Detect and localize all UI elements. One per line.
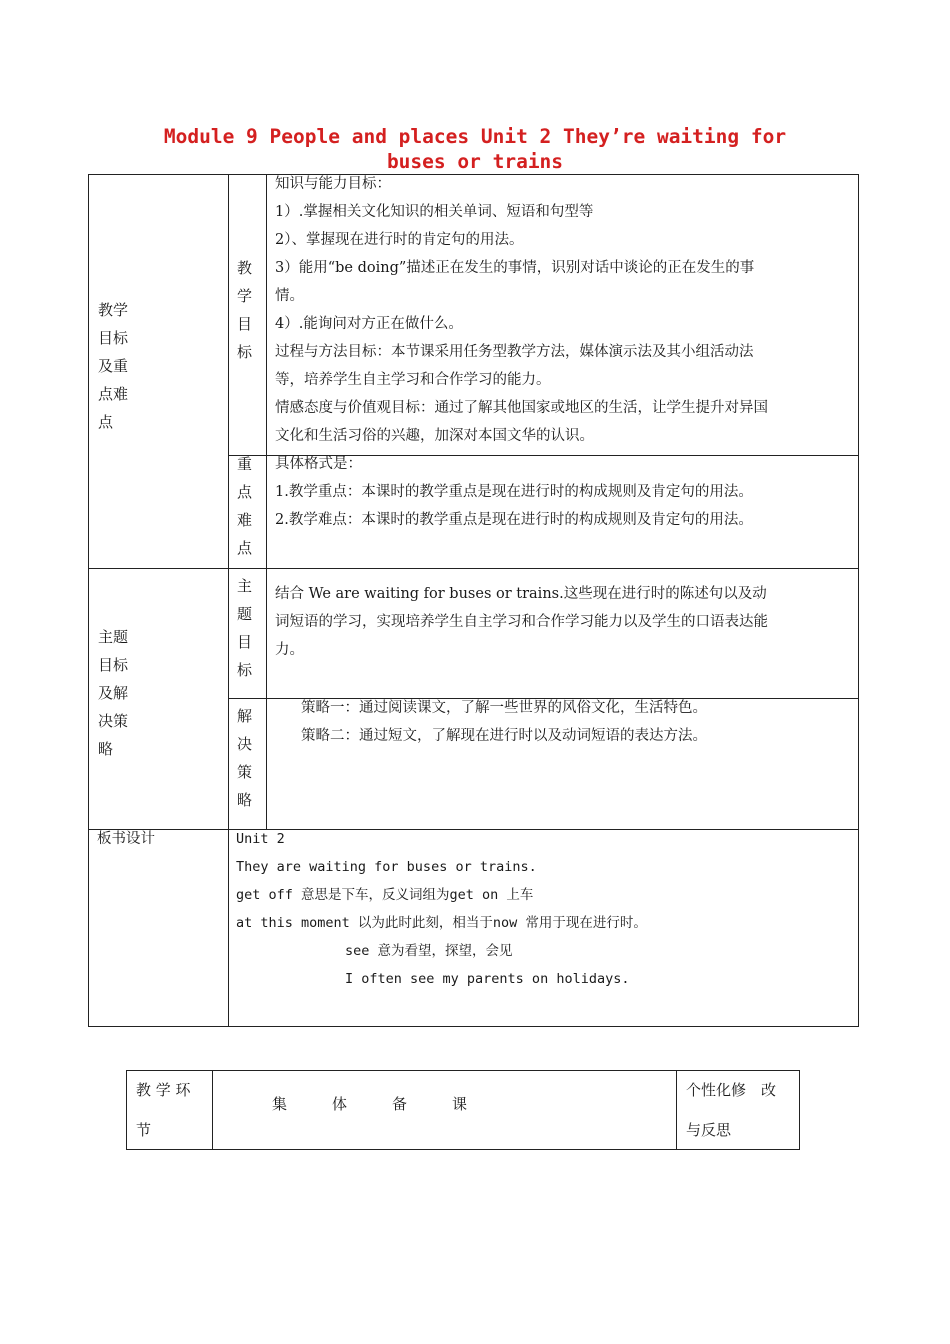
header-text: 与反思 (686, 1121, 732, 1139)
key-points-content (275, 450, 857, 534)
document-title (90, 124, 860, 174)
section-goals-label (98, 296, 128, 436)
strategy-line: 策略二：通过短文，了解现在进行时以及动词短语的表达方法。 (301, 728, 707, 744)
label-char: 点 (237, 483, 253, 501)
header-text: 节 (136, 1121, 152, 1139)
goal-line: 4）.能询问对方正在做什么。 (275, 316, 463, 332)
goal-line: 情。 (275, 288, 304, 304)
label-char: 目标 (98, 329, 129, 347)
label-char: 决 (237, 735, 253, 753)
goal-line: 2）、掌握现在进行时的肯定句的用法。 (275, 232, 524, 248)
board-line: get off 意思是下车，反义词组为get on 上车 (236, 887, 534, 903)
label-char: 学 (237, 287, 253, 305)
theme-line: 结合 We are waiting for buses or trains.这些现在进行时的陈述句以及动 (275, 586, 767, 602)
board-line: Unit 2 (236, 831, 285, 847)
keypoint-line: 1.教学重点：本课时的教学重点是现在进行时的构成规则及肯定句的用法。 (275, 484, 753, 500)
label-char: 策 (237, 763, 253, 781)
collective-prep-header (272, 1090, 467, 1118)
header-text: 教 学 环 (136, 1081, 191, 1099)
board-design-content (236, 825, 856, 993)
label-char: 主题 (98, 628, 129, 646)
header-text: 集 体 备 课 (272, 1095, 468, 1113)
label-char: 主 (237, 577, 253, 595)
board-design-label (97, 825, 155, 853)
label-char: 点 (98, 413, 114, 431)
theme-goals-label (237, 572, 252, 684)
personal-revision-header (686, 1070, 796, 1150)
label-char: 略 (98, 740, 114, 758)
header-text: 个性化修 改 (686, 1081, 777, 1099)
label-char: 标 (237, 343, 253, 361)
label-char: 重 (237, 455, 253, 473)
label-char: 教 (237, 259, 253, 277)
goal-line: 等，培养学生自主学习和合作学习的能力。 (275, 372, 551, 388)
label-char: 标 (237, 661, 253, 679)
teaching-goals-content (275, 170, 857, 450)
goal-line: 知识与能力目标： (275, 176, 391, 192)
goal-line: 情感态度与价值观目标：通过了解其他国家或地区的生活，让学生提升对异国 (275, 400, 768, 416)
title-line-1: Module 9 People and places Unit 2 They’re waiting for (163, 125, 787, 148)
title-line-2: buses or trains (386, 150, 564, 173)
label-char: 决策 (98, 712, 129, 730)
label-char: 略 (237, 791, 253, 809)
label-char: 及解 (98, 684, 129, 702)
label-char: 点难 (98, 385, 129, 403)
label-char: 难 (237, 511, 253, 529)
board-line: I often see my parents on holidays. (345, 971, 630, 987)
theme-line: 词短语的学习，实现培养学生自主学习和合作学习能力以及学生的口语表达能 (275, 614, 768, 630)
key-points-label (237, 450, 252, 562)
strategy-content (301, 694, 857, 750)
board-line: at this moment 以为此时此刻，相当于now 常用于现在进行时。 (236, 915, 647, 931)
label-char: 题 (237, 605, 253, 623)
label-char: 解 (237, 707, 253, 725)
label-char: 目标 (98, 656, 129, 674)
label-char: 目 (237, 315, 253, 333)
label-char: 教学 (98, 301, 129, 319)
theme-line: 力。 (275, 642, 304, 658)
board-line: see 意为看望，探望，会见 (345, 943, 513, 959)
goal-line: 3）能用“be doing”描述正在发生的事情，识别对话中谈论的正在发生的事 (275, 260, 755, 276)
goal-line: 文化和生活习俗的兴趣，加深对本国文华的认识。 (275, 428, 594, 444)
board-line: They are waiting for buses or trains. (236, 859, 537, 875)
label-char: 目 (237, 633, 253, 651)
teaching-goals-label (237, 254, 252, 366)
strategy-label (237, 702, 252, 814)
theme-goals-content (275, 580, 857, 664)
keypoint-line: 2.教学难点：本课时的教学重点是现在进行时的构成规则及肯定句的用法。 (275, 512, 753, 528)
goal-line: 1）.掌握相关文化知识的相关单词、短语和句型等 (275, 204, 594, 220)
strategy-line: 策略一：通过阅读课文，了解一些世界的风俗文化，生活特色。 (301, 700, 707, 716)
section-theme-label (98, 623, 128, 763)
label-char: 点 (237, 539, 253, 557)
label-char: 及重 (98, 357, 129, 375)
teaching-step-header (136, 1070, 208, 1150)
goal-line: 过程与方法目标：本节课采用任务型教学方法，媒体演示法及其小组活动法 (275, 344, 754, 360)
board-label-text: 板书设计 (97, 831, 155, 847)
keypoint-line: 具体格式是： (275, 456, 362, 472)
